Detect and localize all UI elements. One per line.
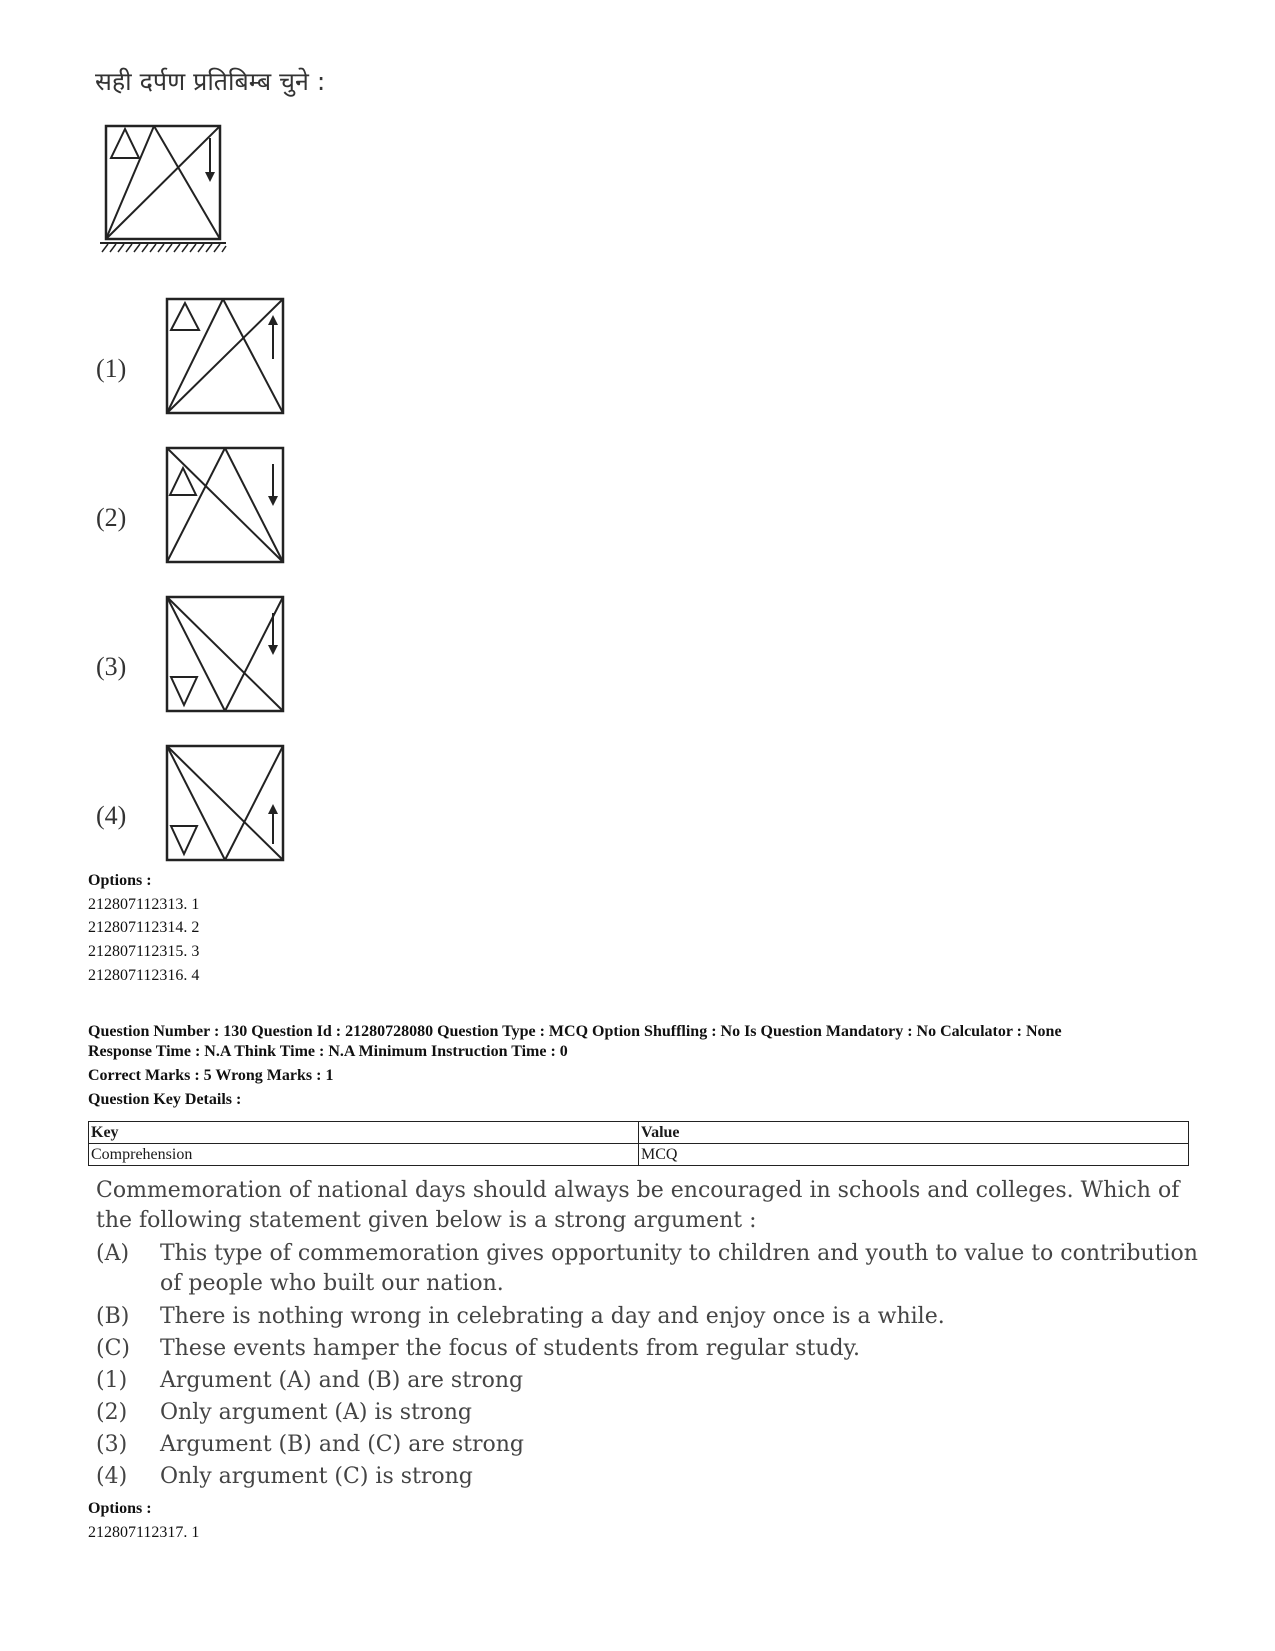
- figure-option-1[interactable]: [165, 297, 287, 417]
- question-meta-line-2: Response Time : N.A Think Time : N.A Minimum Instruction Time : 0: [88, 1043, 568, 1060]
- answer-option-1[interactable]: [96, 1366, 1206, 1396]
- table-header-row: [89, 1122, 1189, 1144]
- statement-c: [96, 1334, 1206, 1364]
- option-id-4[interactable]: 212807112316. 4: [88, 967, 200, 984]
- answer-text: Argument (A) and (B) are strong: [160, 1368, 524, 1393]
- figure-option-4[interactable]: [165, 744, 287, 864]
- question-prompt-hindi: सही दर्पण प्रतिबिम्ब चुने :: [95, 67, 326, 96]
- question-meta-line-1: Question Number : 130 Question Id : 21280728080 Question Type : MCQ Option Shuffling : No Is Question Mandatory : No Calculator : None: [88, 1023, 1062, 1040]
- question-key-details-label: Question Key Details :: [88, 1091, 242, 1108]
- option-id-3[interactable]: 212807112315. 3: [88, 943, 200, 960]
- question-marks: Correct Marks : 5 Wrong Marks : 1: [88, 1067, 334, 1084]
- statement-label: (A): [96, 1241, 130, 1266]
- table-row: [89, 1144, 1189, 1166]
- statement-label: (C): [96, 1336, 130, 1361]
- figure-option-3[interactable]: [165, 595, 287, 715]
- table-header-value: Value: [639, 1122, 1189, 1144]
- answer-label: (4): [96, 1464, 128, 1489]
- statement-a: [96, 1239, 1206, 1299]
- table-header-key: Key: [89, 1122, 639, 1144]
- options-label: Options :: [88, 872, 152, 889]
- question-key-table: [88, 1121, 1189, 1166]
- statement-label: (B): [96, 1304, 130, 1329]
- question-text: Commemoration of national days should always be encouraged in schools and colleges. Which of the following statement given below is a strong argument :: [96, 1178, 1180, 1233]
- figure-option-label-4: (4): [96, 801, 127, 830]
- statement-text: There is nothing wrong in celebrating a day and enjoy once is a while.: [160, 1304, 945, 1329]
- figure-option-label-2: (2): [96, 503, 127, 532]
- figure-option-label-1: (1): [96, 354, 127, 383]
- statement-text: This type of commemoration gives opportunity to children and youth to value to contribution of people who built our nation.: [160, 1241, 1198, 1296]
- table-cell-key: Comprehension: [89, 1144, 639, 1166]
- answer-option-2[interactable]: [96, 1398, 1206, 1428]
- option-id-5[interactable]: 212807112317. 1: [88, 1524, 200, 1541]
- answer-label: (2): [96, 1400, 128, 1425]
- answer-text: Only argument (A) is strong: [160, 1400, 472, 1425]
- answer-option-3[interactable]: [96, 1430, 1206, 1460]
- option-id-1[interactable]: 212807112313. 1: [88, 896, 200, 913]
- answer-text: Only argument (C) is strong: [160, 1464, 473, 1489]
- answer-label: (1): [96, 1368, 128, 1393]
- answer-text: Argument (B) and (C) are strong: [160, 1432, 525, 1457]
- statement-text: These events hamper the focus of students from regular study.: [160, 1336, 861, 1361]
- figure-option-label-3: (3): [96, 652, 127, 681]
- question-figure: [96, 118, 232, 260]
- table-cell-value: MCQ: [639, 1144, 1189, 1166]
- figure-option-2[interactable]: [165, 446, 287, 566]
- answer-label: (3): [96, 1432, 128, 1457]
- options-label-2: Options :: [88, 1500, 152, 1517]
- option-id-2[interactable]: 212807112314. 2: [88, 919, 200, 936]
- answer-option-4[interactable]: [96, 1462, 1206, 1492]
- statement-b: [96, 1302, 1206, 1332]
